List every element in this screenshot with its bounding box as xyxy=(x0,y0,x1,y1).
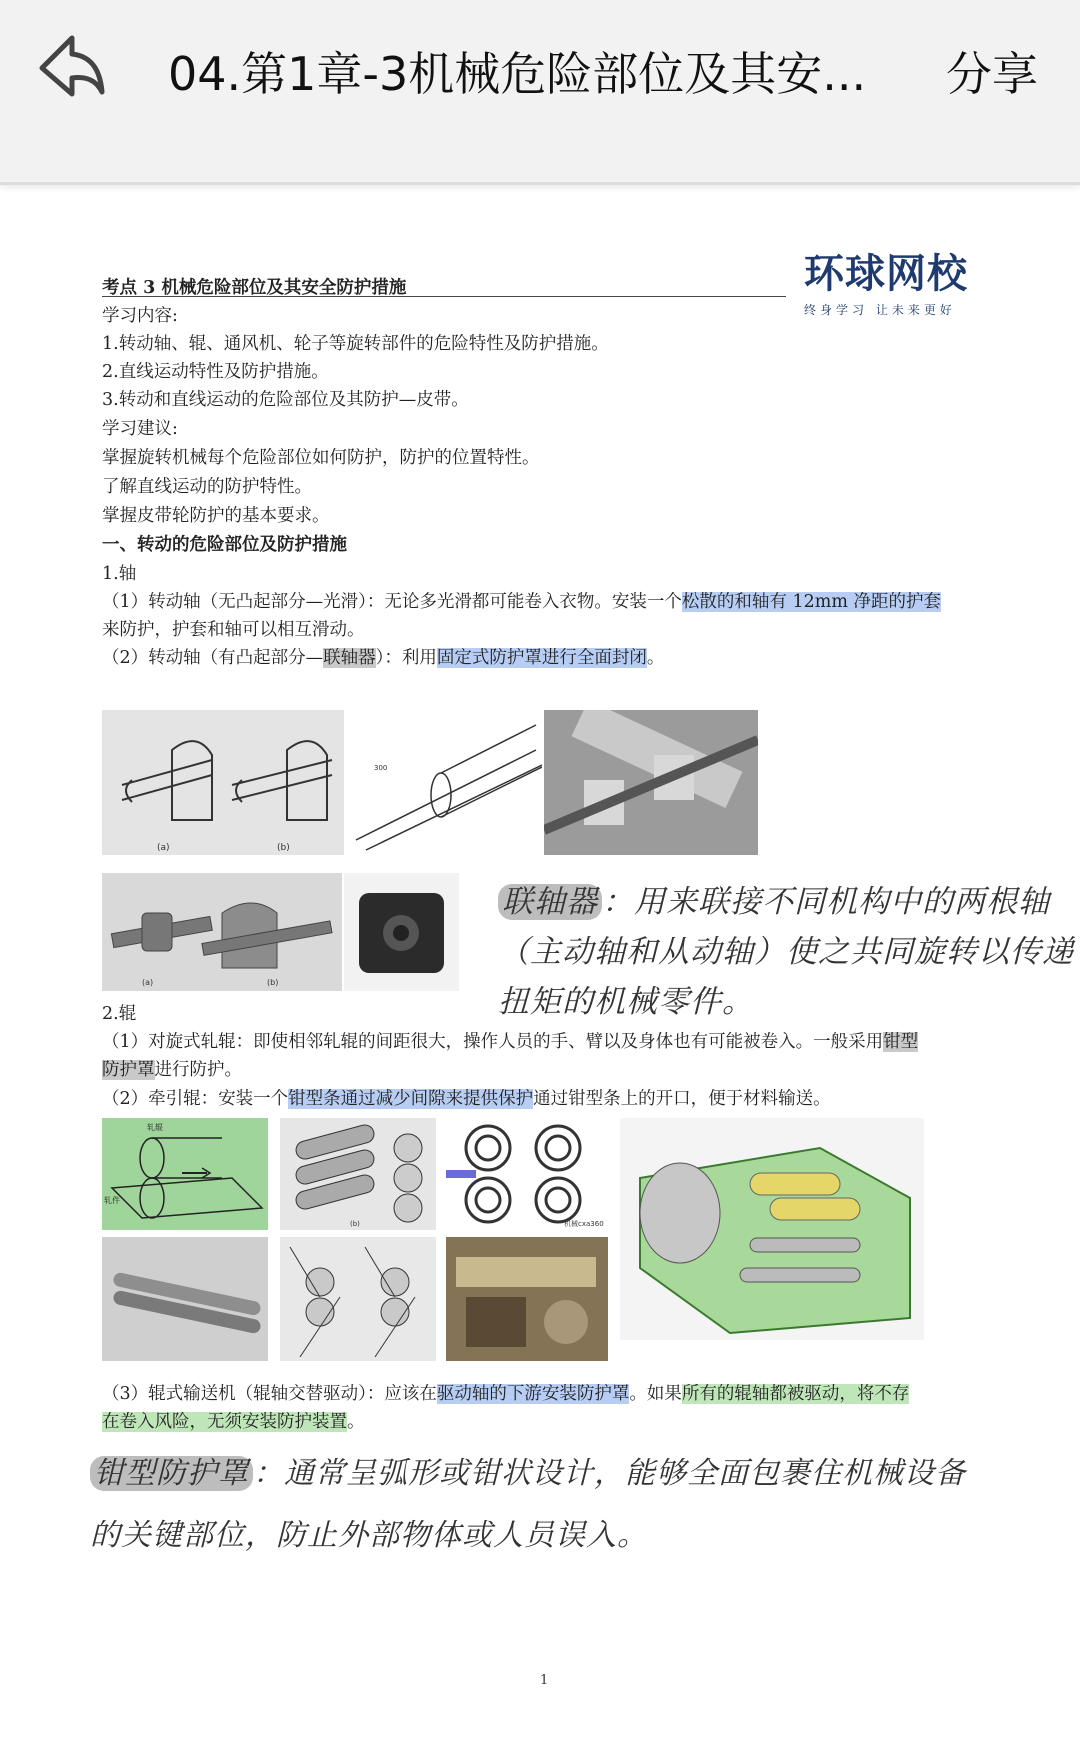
nip-guard-figure xyxy=(280,1237,436,1361)
fig-label-machine: 机械cxa360 xyxy=(564,1220,604,1228)
highlight-gray: 钳型防护罩 xyxy=(90,1456,253,1491)
heading-rotation: 一、转动的危险部位及防护措施 xyxy=(102,535,347,555)
highlight-gray: 钳型 xyxy=(883,1032,919,1052)
handwritten-note-coupling-line2: （主动轴和从动轴）使之共同旋转以传递 xyxy=(498,934,1074,970)
roller-paragraph-2: （2）牵引辊：安装一个钳型条通过减少间隙来提供保护通过钳型条上的开口，便于材料输送。 xyxy=(102,1089,831,1109)
highlight-blue: 松散的和轴有 12mm 净距的护套 xyxy=(681,592,941,612)
fig-label-b: (b) xyxy=(277,843,290,853)
roller-paragraph-1-cont: 防护罩进行防护。 xyxy=(102,1060,242,1080)
handwritten-note-guard: 钳型防护罩 ：通常呈弧形或钳状设计，能够全面包裹住机械设备 xyxy=(90,1448,966,1492)
bearing-rings-figure xyxy=(446,1118,608,1230)
roller-guard-figure xyxy=(280,1118,436,1230)
document-page xyxy=(0,190,1080,1747)
section-title: 考点 3 机械危险部位及其安全防护措施 xyxy=(102,278,407,298)
fig-label-roll: 轧辊 xyxy=(147,1123,163,1132)
advice-item: 掌握皮带轮防护的基本要求。 xyxy=(102,506,330,526)
conveyor-guard-figure xyxy=(620,1118,924,1340)
shaft-label: 1.轴 xyxy=(102,564,137,584)
highlight-blue: 固定式防护罩进行全面封闭 xyxy=(436,648,647,668)
learn-content-label: 学习内容: xyxy=(102,306,178,326)
advice-item: 了解直线运动的防护特性。 xyxy=(102,477,312,497)
fig-label-a: (a) xyxy=(157,843,170,853)
roller-paragraph-3: （3）辊式输送机（辊轴交替驱动）：应该在驱动轴的下游安装防护罩。如果所有的辊轴都被驱动，将不存 xyxy=(102,1384,910,1404)
logo-slogan: 终身学习 让未来更好 xyxy=(804,303,956,317)
highlight-blue: 钳型条通过减少间隙来提供保护 xyxy=(288,1089,534,1109)
fig-label-300: 300 xyxy=(374,764,388,772)
roller-photo xyxy=(102,1237,268,1361)
handwritten-note-coupling-line3: 扭矩的机械零件。 xyxy=(498,984,754,1020)
fig-label-a: (a) xyxy=(142,978,154,987)
logo-name: 环球网校 xyxy=(804,251,968,297)
shaft-sleeve-figure xyxy=(102,710,344,855)
learn-item: 1.转动轴、辊、通风机、轮子等旋转部件的危险特性及防护措施。 xyxy=(102,334,609,354)
shaft-paragraph-2: （2）转动轴（有凸起部分—联轴器）：利用固定式防护罩进行全面封闭。 xyxy=(102,648,665,668)
coupling-figure xyxy=(102,873,342,991)
highlight-gray: 联轴器 xyxy=(323,648,376,668)
shaft-tube-figure xyxy=(346,710,542,855)
handwritten-note-guard-line2: 的关键部位，防止外部物体或人员误入。 xyxy=(90,1518,648,1553)
shaft-paragraph-1-cont: 来防护，护套和轴可以相互滑动。 xyxy=(102,620,365,640)
highlight-gray: 防护罩 xyxy=(102,1060,155,1080)
advice-label: 学习建议: xyxy=(102,419,178,439)
logo xyxy=(804,242,968,318)
handwritten-note-coupling: 联轴器 ：用来联接不同机构中的两根轴 xyxy=(498,876,1050,921)
back-arrow-icon[interactable] xyxy=(34,28,106,100)
roller-label: 2.辊 xyxy=(102,1004,137,1024)
learn-item: 3.转动和直线运动的危险部位及其防护—皮带。 xyxy=(102,390,469,410)
learn-item: 2.直线运动特性及防护措施。 xyxy=(102,362,329,382)
roller-paragraph-3-cont: 在卷入风险，无须安装防护装置。 xyxy=(102,1412,365,1432)
fig-label-b: (b) xyxy=(267,978,279,987)
advice-item: 掌握旋转机械每个危险部位如何防护，防护的位置特性。 xyxy=(102,448,540,468)
machine-photo xyxy=(446,1237,608,1361)
linear-shaft-photo xyxy=(544,710,758,855)
highlight-gray: 联轴器 xyxy=(498,884,602,920)
share-button[interactable]: 分享 xyxy=(946,47,1038,101)
fig-label-b: (b) xyxy=(350,1220,360,1228)
highlight-green: 所有的辊轴都被驱动，将不存 xyxy=(681,1384,910,1404)
roller-paragraph-1: （1）对旋式轧辊：即使相邻轧辊的间距很大，操作人员的手、臂以及身体也有可能被卷入。一般采用钳型 xyxy=(102,1032,919,1052)
page-number: 1 xyxy=(540,1673,549,1688)
fig-label-work: 轧件 xyxy=(104,1196,120,1205)
shaft-paragraph-1: （1）转动轴（无凸起部分—光滑）：无论多光滑都可能卷入衣物。安装一个松散的和轴有 12mm 净距的护套 xyxy=(102,592,941,612)
coupling-photo xyxy=(344,873,459,991)
roller-figure xyxy=(102,1118,268,1230)
top-bar xyxy=(0,0,1080,185)
highlight-green: 在卷入风险，无须安装防护装置 xyxy=(102,1412,347,1432)
page-title: 04.第1章-3机械危险部位及其安... xyxy=(168,47,867,101)
highlight-blue: 驱动轴的下游安装防护罩 xyxy=(436,1384,630,1404)
